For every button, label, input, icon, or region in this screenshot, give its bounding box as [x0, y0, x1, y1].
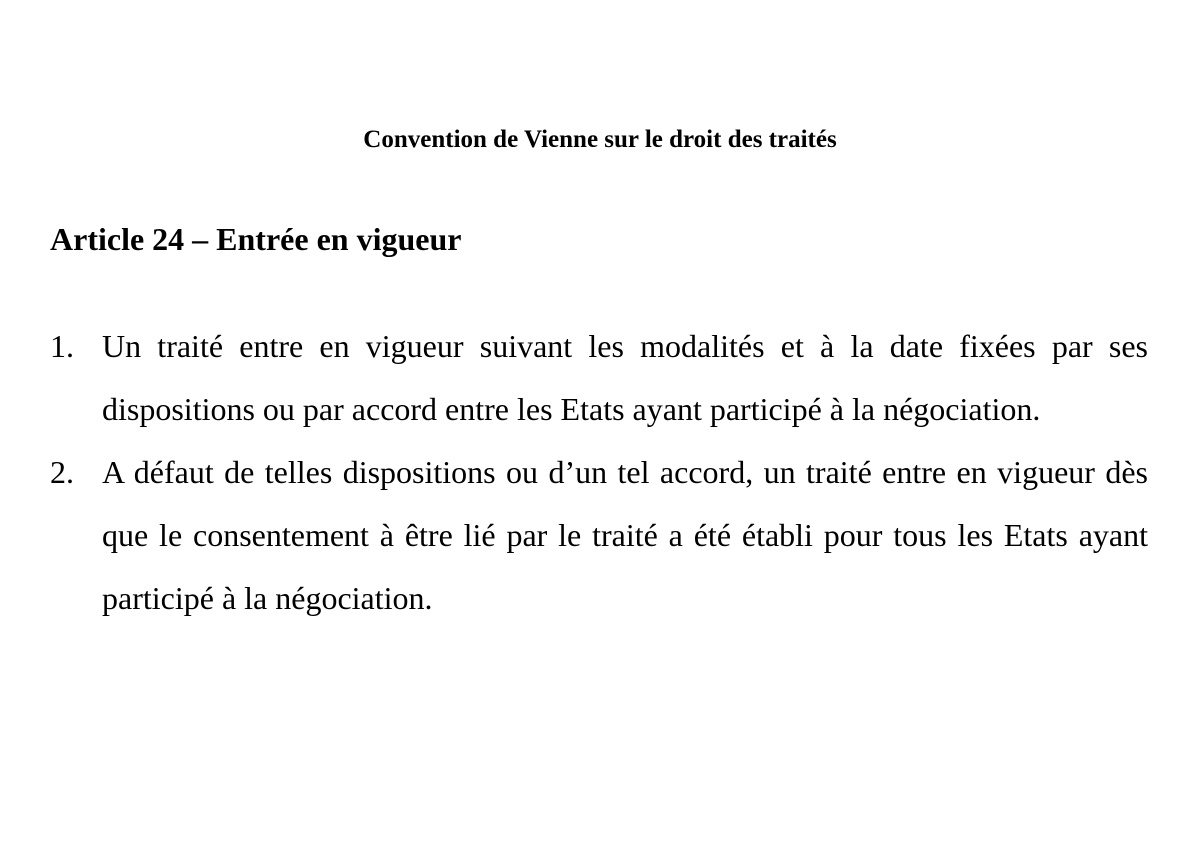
- paragraph-number: 2.: [50, 454, 74, 490]
- article-heading: Article 24 – Entrée en vigueur: [50, 221, 462, 257]
- article-paragraph-2: [50, 441, 1148, 630]
- article-paragraph-list: [50, 315, 1148, 630]
- paragraph-text: A défaut de telles dispositions ou d’un tel accord, un traité entre en vigueur dès que le consentement à être lié par le traité a été établi pour tous les Etats ayant participé à la négociation.: [102, 454, 1148, 616]
- paragraph-number: 1.: [50, 328, 74, 364]
- document-title: Convention de Vienne sur le droit des traités: [363, 126, 837, 153]
- article-paragraph-1: [50, 315, 1148, 441]
- paragraph-text: Un traité entre en vigueur suivant les modalités et à la date fixées par ses dispositions ou par accord entre les Etats ayant participé à la négociation.: [102, 328, 1148, 427]
